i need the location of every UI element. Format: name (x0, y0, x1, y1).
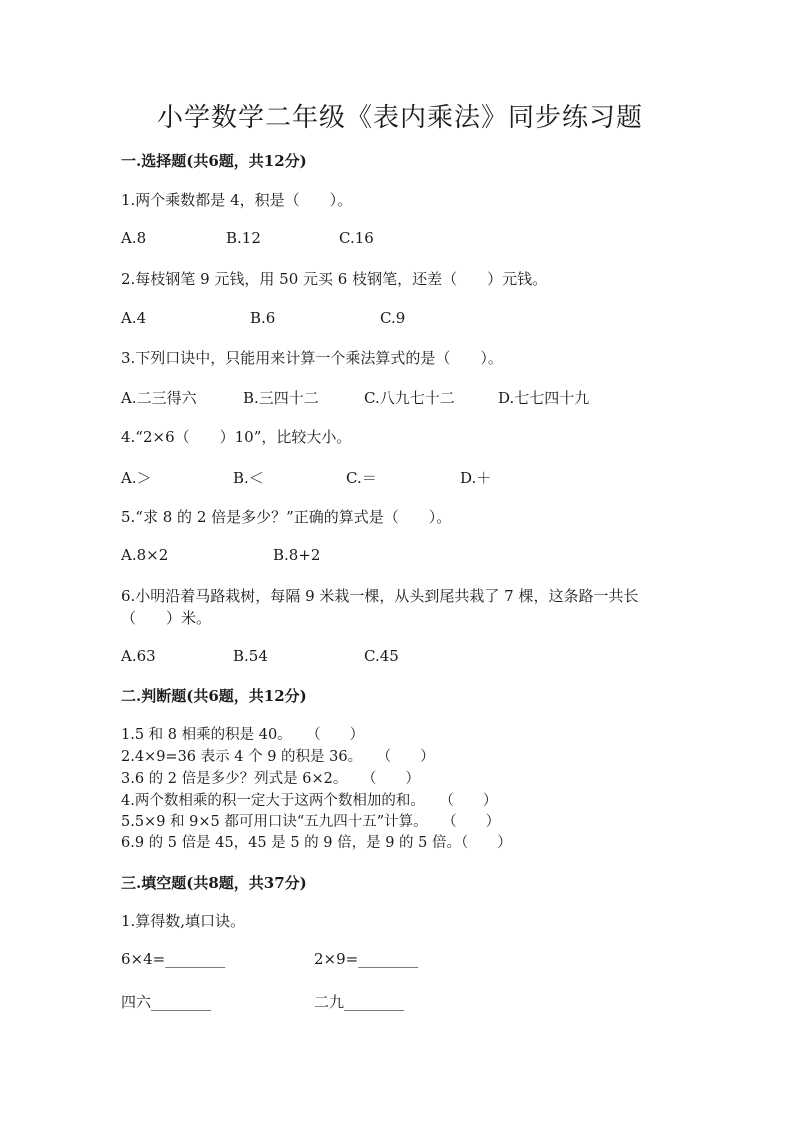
q1-option-a: A.8 (121, 229, 147, 247)
q3-option-c: C.八九七十二 (364, 389, 455, 407)
judge-item-1: 1.5 和 8 相乘的积是 40。 （ ） (121, 727, 365, 743)
q1-option-b: B.12 (226, 229, 261, 247)
q5-option-b: B.8+2 (273, 546, 321, 564)
section-heading-choice: 一.选择题(共6题，共12分) (121, 152, 307, 170)
q4-option-d: D.＋ (460, 469, 492, 487)
fill-question-1: 1.算得数,填口诀。 (121, 912, 246, 930)
q5-option-a: A.8×2 (121, 546, 169, 564)
question-3: 3.下列口诀中，只能用来计算一个乘法算式的是（ ）。 (121, 349, 503, 367)
q6-option-b: B.54 (233, 647, 268, 665)
q3-option-b: B.三四十二 (243, 389, 319, 407)
q6-option-a: A.63 (121, 647, 156, 665)
q2-option-a: A.4 (121, 309, 147, 327)
q4-option-b: B.＜ (233, 469, 264, 487)
judge-item-5: 5.5×9 和 9×5 都可用口诀“五九四十五”计算。 （ ） (121, 814, 501, 830)
section-heading-judge: 二.判断题(共6题，共12分) (121, 687, 307, 705)
q4-option-c: C.＝ (346, 469, 377, 487)
fill-blank-6x4: 6×4=________ (121, 950, 226, 968)
judge-item-2: 2.4×9=36 表示 4 个 9 的积是 36。 （ ） (121, 749, 435, 765)
q4-option-a: A.＞ (121, 469, 152, 487)
question-4: 4.“2×6（ ）10”，比较大小。 (121, 428, 352, 446)
q2-option-c: C.9 (380, 309, 406, 327)
page-title: 小学数学二年级《表内乘法》同步练习题 (156, 103, 643, 133)
question-1: 1.两个乘数都是 4，积是（ ）。 (121, 191, 353, 209)
question-6-line1: 6.小明沿着马路栽树，每隔 9 米栽一棵，从头到尾共栽了 7 棵，这条路一共长 (121, 587, 639, 605)
q3-option-d: D.七七四十九 (498, 389, 590, 407)
judge-item-3: 3.6 的 2 倍是多少？列式是 6×2。 （ ） (121, 771, 420, 787)
fill-blank-sixfour: 四六________ (121, 993, 212, 1011)
q2-option-b: B.6 (250, 309, 276, 327)
section-heading-fill: 三.填空题(共8题，共37分) (121, 874, 307, 892)
question-5: 5.“求 8 的 2 倍是多少？”正确的算式是（ ）。 (121, 508, 452, 526)
question-6-line2: （ ）米。 (121, 609, 212, 627)
fill-blank-twonine: 二九________ (314, 993, 405, 1011)
q3-option-a: A.二三得六 (121, 389, 197, 407)
q6-option-c: C.45 (364, 647, 399, 665)
q1-option-c: C.16 (339, 229, 374, 247)
fill-blank-2x9: 2×9=________ (314, 950, 419, 968)
question-2: 2.每枝钢笔 9 元钱，用 50 元买 6 枝钢笔，还差（ ）元钱。 (121, 270, 548, 288)
judge-item-4: 4.两个数相乘的积一定大于这两个数相加的和。 （ ） (121, 793, 498, 809)
judge-item-6: 6.9 的 5 倍是 45，45 是 5 的 9 倍，是 9 的 5 倍。（ ） (121, 835, 512, 851)
